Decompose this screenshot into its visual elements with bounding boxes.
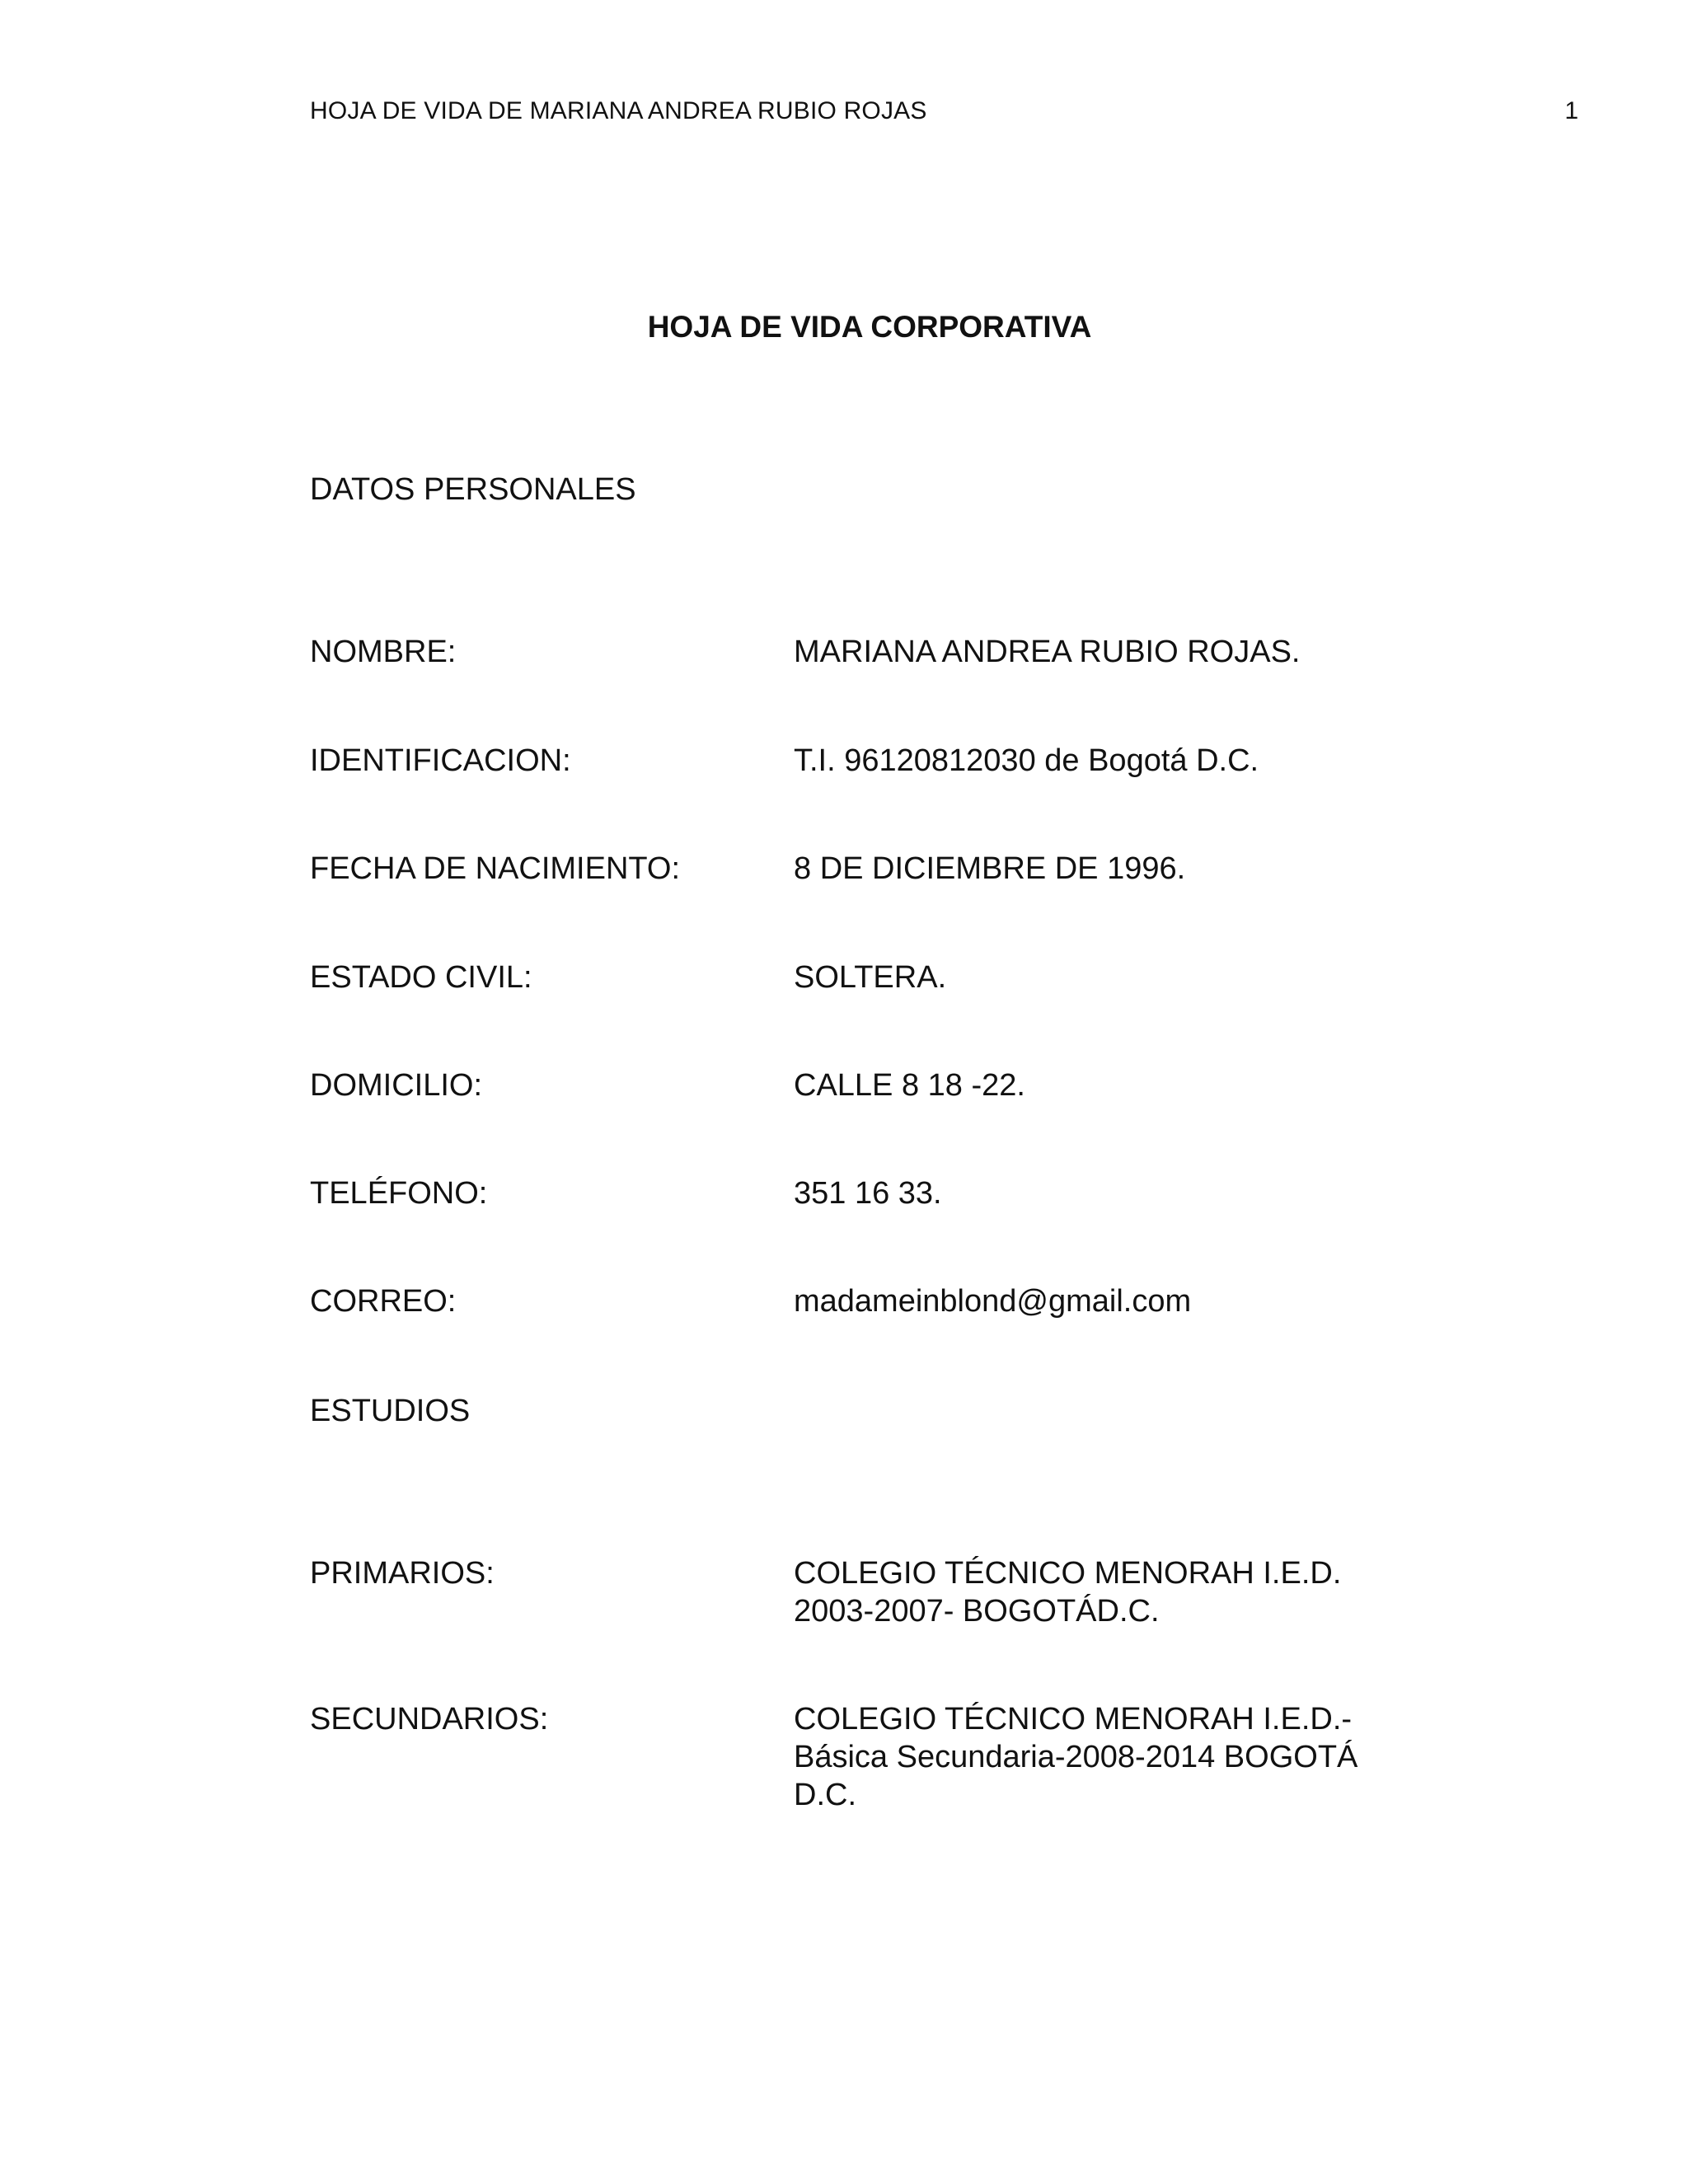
document-title: HOJA DE VIDA CORPORATIVA [647,310,1092,344]
field-value: T.I. 96120812030 de Bogotá D.C. [794,743,1259,778]
field-value: 8 DE DICIEMBRE DE 1996. [794,851,1186,886]
field-label: TELÉFONO: [310,1176,488,1211]
field-label: ESTADO CIVIL: [310,960,532,995]
section-title-personal: DATOS PERSONALES [310,472,636,507]
field-value: MARIANA ANDREA RUBIO ROJAS. [794,635,1301,669]
field-label: CORREO: [310,1284,457,1319]
field-value: madameinblond@gmail.com [794,1284,1192,1319]
field-value-line: Básica Secundaria-2008-2014 BOGOTÁ [794,1740,1358,1774]
field-label: PRIMARIOS: [310,1556,495,1591]
field-value-line: D.C. [794,1778,856,1812]
page-number: 1 [1564,97,1578,124]
field-value [794,1554,1404,1630]
field-label: NOMBRE: [310,635,457,669]
field-label: SECUNDARIOS: [310,1702,549,1736]
field-value-line: COLEGIO TÉCNICO MENORAH I.E.D. [794,1556,1342,1591]
field-value: CALLE 8 18 -22. [794,1068,1025,1103]
field-label: DOMICILIO: [310,1068,483,1103]
field-value [794,1700,1404,1814]
section-title-studies: ESTUDIOS [310,1394,471,1428]
field-value: SOLTERA. [794,960,947,995]
field-value-line: COLEGIO TÉCNICO MENORAH I.E.D.- [794,1702,1353,1736]
field-value: 351 16 33. [794,1176,942,1211]
running-header: HOJA DE VIDA DE MARIANA ANDREA RUBIO ROJAS [310,97,927,124]
field-value-line: 2003-2007- BOGOTÁD.C. [794,1594,1160,1629]
field-label: IDENTIFICACION: [310,743,571,778]
field-label: FECHA DE NACIMIENTO: [310,851,681,886]
